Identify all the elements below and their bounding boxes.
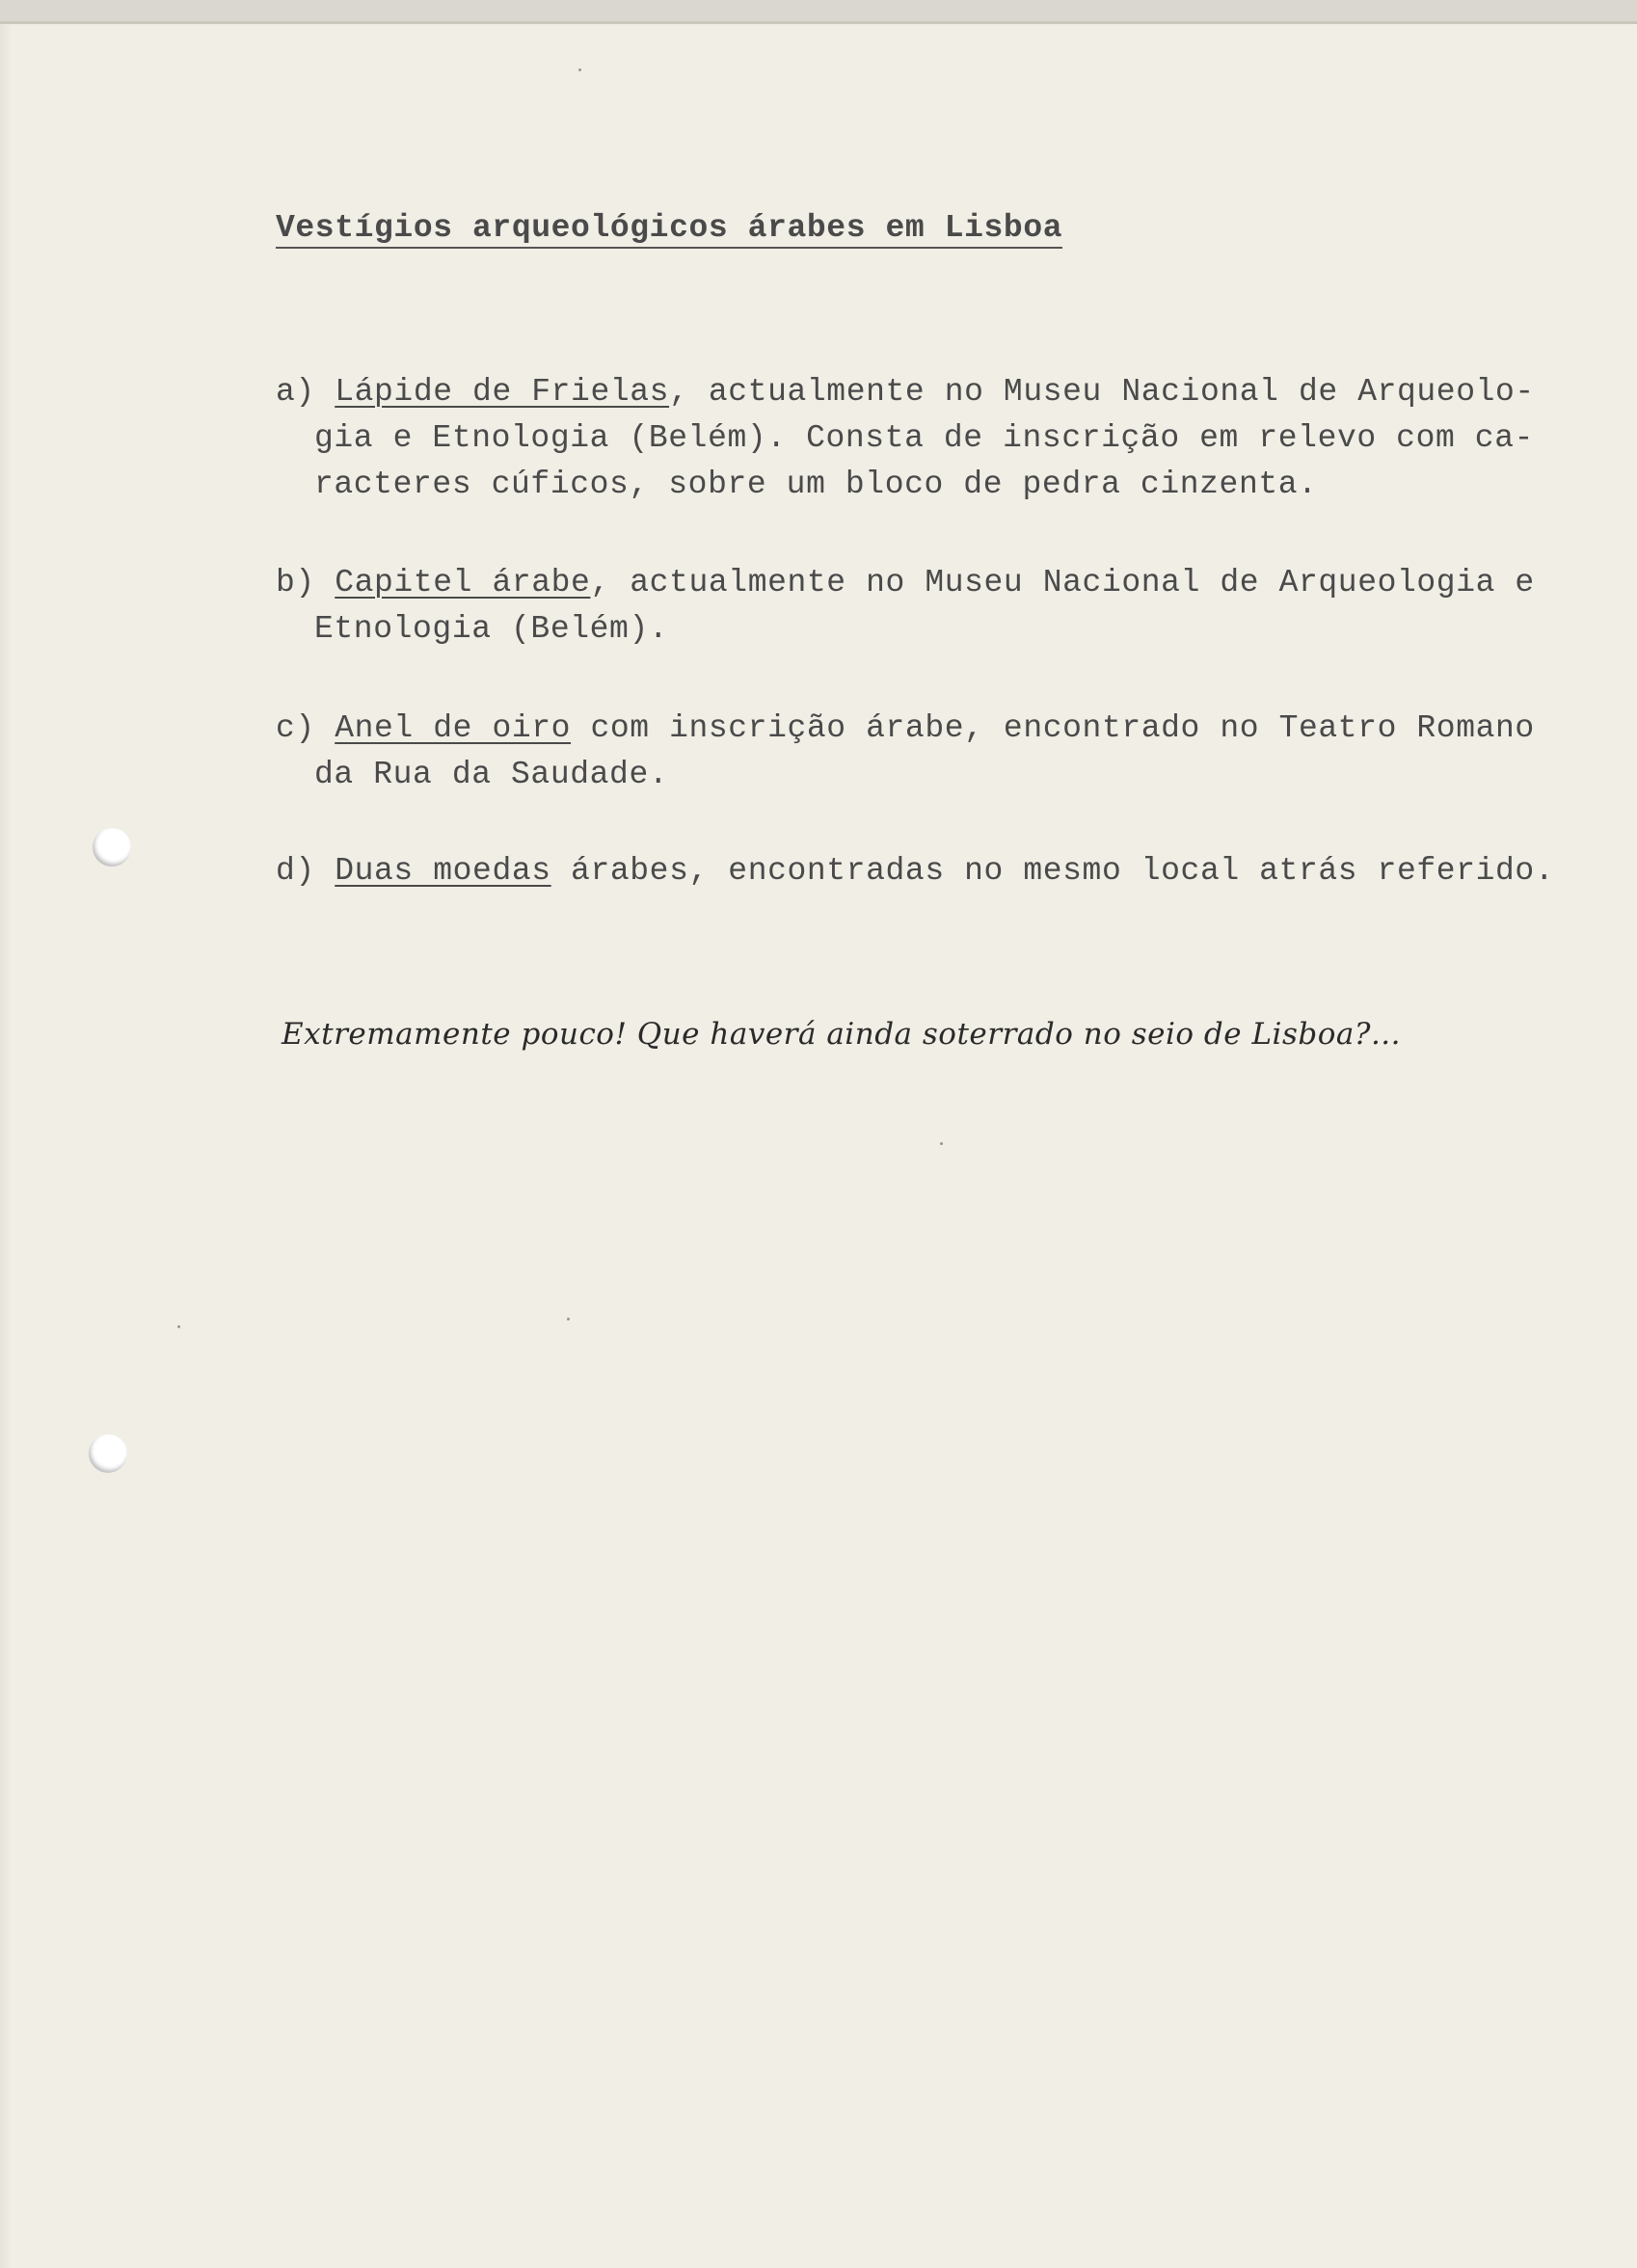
item-text: árabes, encontradas no mesmo local atrás referido. [550,853,1555,889]
paper-speck [940,1142,943,1145]
handwritten-note: Extremamente pouco! Que haverá ainda soterrado no seio de Lisboa?... [282,1017,1402,1052]
item-heading: Anel de oiro [335,710,572,746]
item-text-line: gia e Etnologia (Belém). Consta de inscrição em relevo com ca- [314,420,1534,456]
punch-hole-top [93,828,131,867]
paper-speck [567,1318,570,1321]
list-item-first-line [276,369,1535,415]
document-sheet [0,21,1637,2268]
sheet-edge [0,24,12,2268]
item-text-line: Etnologia (Belém). [314,611,669,647]
item-heading: Lápide de Frielas [335,374,670,410]
punch-hole-bottom [89,1434,127,1473]
list-item-first-line [276,560,1535,606]
list-item-first-line [276,848,1554,894]
list-marker: d) [276,853,315,889]
list-item [276,560,1535,653]
item-text: com inscrição árabe, encontrado no Teatro Romano [571,710,1535,746]
document-title: Vestígios arqueológicos árabes em Lisboa [276,210,1062,249]
list-item [276,848,1554,894]
list-marker: a) [276,374,315,410]
item-text: , actualmente no Museu Nacional de Arqueologia e [590,565,1535,600]
item-text-line: racteres cúficos, sobre um bloco de pedra cinzenta. [314,467,1318,502]
paper-speck [177,1325,180,1328]
list-item-first-line [276,706,1535,752]
paper-speck [578,68,581,71]
item-heading: Capitel árabe [335,565,591,600]
list-marker: b) [276,565,315,600]
item-text: , actualmente no Museu Nacional de Arqueolo- [669,374,1535,410]
list-item [276,369,1535,508]
item-text-line: da Rua da Saudade. [314,757,669,792]
list-item [276,706,1535,798]
list-marker: c) [276,710,315,746]
item-heading: Duas moedas [335,853,551,889]
